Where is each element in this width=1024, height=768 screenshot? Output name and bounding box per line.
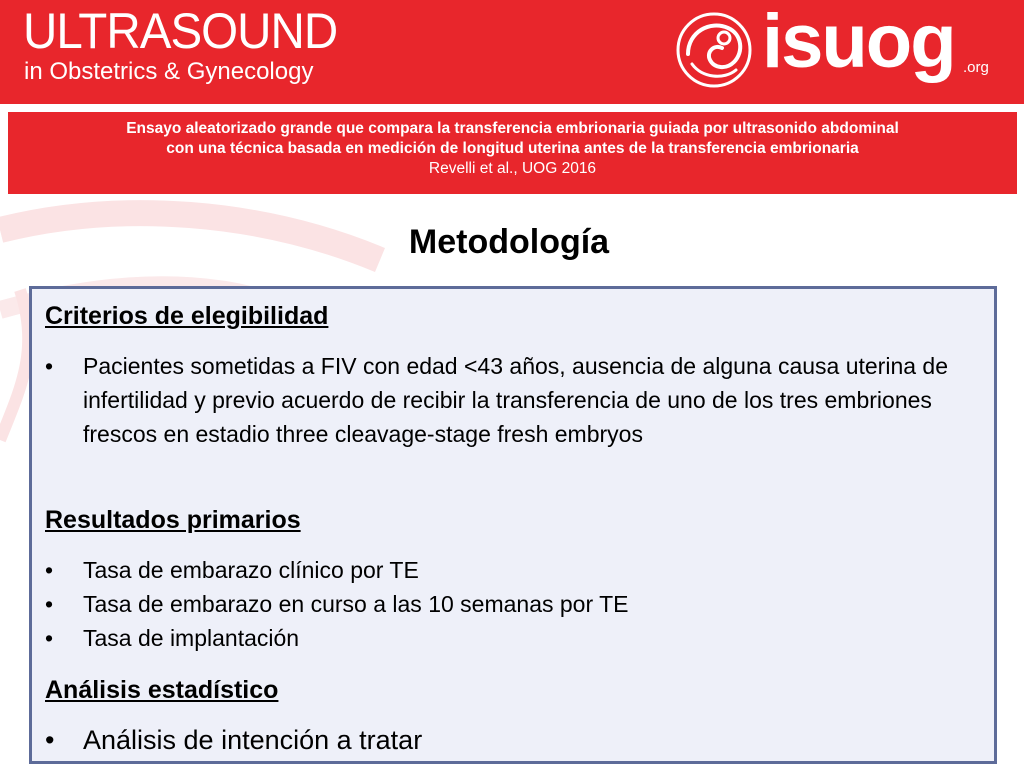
isuog-logo-suffix: .org [963, 59, 989, 76]
bullet-icon: • [45, 353, 54, 379]
section-title-eligibility: Criterios de elegibilidad [45, 302, 329, 330]
study-title-line-2: con una técnica basada en medición de longitud uterina antes de la transferencia embrionaria [166, 140, 859, 157]
isuog-fetus-logo-icon [670, 8, 758, 90]
list-item [45, 553, 980, 587]
list-item-text: Análisis de intención a tratar [83, 725, 423, 755]
list-item-text: Tasa de embarazo en curso a las 10 semanas por TE [83, 591, 629, 617]
page-title: Metodología [408, 223, 610, 261]
list-item-text: Tasa de embarazo clínico por TE [83, 557, 419, 583]
section-title-statistical-analysis: Análisis estadístico [45, 676, 279, 704]
study-citation: Revelli et al., UOG 2016 [428, 160, 597, 177]
list-item [45, 723, 980, 757]
bullet-icon: • [45, 725, 55, 755]
study-title-banner [8, 112, 1017, 194]
section-title-primary-outcomes: Resultados primarios [45, 506, 301, 534]
journal-header [0, 0, 1024, 104]
methodology-box [29, 286, 997, 764]
list-item-text: Tasa de implantación [83, 625, 300, 651]
journal-title: ULTRASOUND [23, 3, 338, 59]
list-item [45, 349, 980, 451]
study-title-line-1: Ensayo aleatorizado grande que compara la transferencia embrionaria guiada por ultrasonido abdominal [126, 120, 899, 137]
bullet-icon: • [45, 591, 54, 617]
list-item [45, 621, 980, 655]
isuog-logo-text: isuog [762, 0, 955, 84]
journal-subtitle: in Obstetrics & Gynecology [24, 58, 314, 85]
list-item [45, 587, 980, 621]
bullet-icon: • [45, 557, 54, 583]
bullet-icon: • [45, 625, 54, 651]
list-item-text: Pacientes sometidas a FIV con edad <43 años, ausencia de alguna causa uterina de infertilidad y previo acuerdo de recibir la transferencia de uno de los tres embriones frescos en estadio three cleavage-stage fresh embryos [83, 353, 949, 447]
